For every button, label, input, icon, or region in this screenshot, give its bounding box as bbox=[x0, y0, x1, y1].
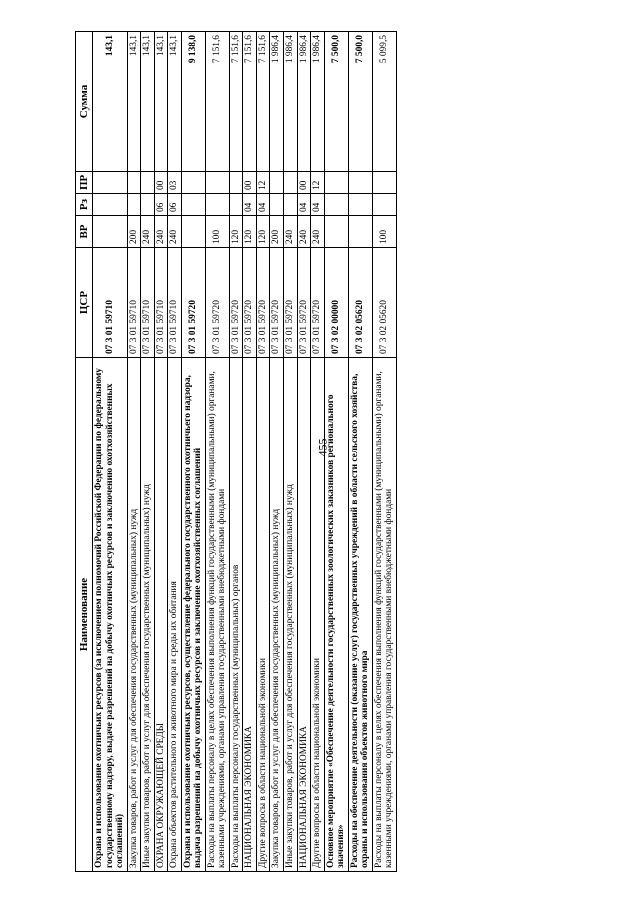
cell-csr: 07 3 01 59720 bbox=[243, 248, 257, 358]
header-csr: ЦСР bbox=[76, 248, 93, 358]
cell-sum: 5 099,5 bbox=[372, 32, 396, 172]
table-row bbox=[181, 32, 205, 872]
cell-pr: 00 bbox=[297, 172, 311, 194]
cell-pr: 12 bbox=[256, 172, 270, 194]
cell-csr: 07 3 01 59720 bbox=[256, 248, 270, 358]
cell-vr: 100 bbox=[205, 216, 229, 248]
cell-sum: 7 500,0 bbox=[348, 32, 372, 172]
cell-pr bbox=[270, 172, 284, 194]
cell-name: НАЦИОНАЛЬНАЯ ЭКОНОМИКА bbox=[243, 358, 257, 872]
cell-rz bbox=[93, 194, 128, 216]
cell-rz bbox=[348, 194, 372, 216]
table-row bbox=[270, 32, 284, 872]
cell-name: Закупка товаров, работ и услуг для обеспечения государственных (муниципальных) нужд bbox=[270, 358, 284, 872]
cell-sum: 1 986,4 bbox=[283, 32, 297, 172]
cell-name: Основное мероприятие «Обеспечение деятельности государственных зоологических заказников регионального значения» bbox=[324, 358, 348, 872]
cell-sum: 1 986,4 bbox=[311, 32, 325, 172]
cell-pr bbox=[141, 172, 155, 194]
cell-csr: 07 3 01 59710 bbox=[127, 248, 141, 358]
cell-pr: 00 bbox=[154, 172, 168, 194]
table-row bbox=[297, 32, 311, 872]
table-row bbox=[229, 32, 243, 872]
cell-csr: 07 3 01 59710 bbox=[141, 248, 155, 358]
header-vr: ВР bbox=[76, 216, 93, 248]
cell-csr: 07 3 01 59710 bbox=[168, 248, 182, 358]
cell-vr: 240 bbox=[297, 216, 311, 248]
cell-name: НАЦИОНАЛЬНАЯ ЭКОНОМИКА bbox=[297, 358, 311, 872]
rotated-table-container bbox=[75, 32, 605, 872]
cell-name: Расходы на выплаты персоналу в целях обеспечения выполнения функций государственными (муниципальными) органами, казенными учреждениями, органами управления государственными внебюджетными фондами bbox=[205, 358, 229, 872]
cell-pr bbox=[348, 172, 372, 194]
header-sum: Сумма bbox=[76, 32, 93, 172]
cell-sum: 7 151,6 bbox=[229, 32, 243, 172]
cell-sum: 143,1 bbox=[168, 32, 182, 172]
cell-sum: 143,1 bbox=[127, 32, 141, 172]
cell-name: Другие вопросы в области национальной экономики bbox=[256, 358, 270, 872]
cell-vr: 240 bbox=[283, 216, 297, 248]
cell-vr: 120 bbox=[256, 216, 270, 248]
cell-csr: 07 3 01 59710 bbox=[154, 248, 168, 358]
cell-pr bbox=[181, 172, 205, 194]
cell-name: Иные закупки товаров, работ и услуг для обеспечения государственных (муниципальных) нужд bbox=[141, 358, 155, 872]
table-row bbox=[283, 32, 297, 872]
cell-sum: 7 151,6 bbox=[243, 32, 257, 172]
cell-name: Охрана и использование охотничьих ресурсов, осуществление федерального государственного охотничьего надзора, выдача разрешений на добычу охотничьих ресурсов и заключение охотхозяйственных соглашений bbox=[181, 358, 205, 872]
header-rz: Рз bbox=[76, 194, 93, 216]
cell-sum: 7 151,6 bbox=[205, 32, 229, 172]
cell-csr: 07 3 02 05620 bbox=[348, 248, 372, 358]
cell-vr: 240 bbox=[141, 216, 155, 248]
table-row bbox=[205, 32, 229, 872]
cell-sum: 7 151,6 bbox=[256, 32, 270, 172]
cell-pr: 12 bbox=[311, 172, 325, 194]
cell-name: Охрана объектов растительного и животного мира и среды их обитания bbox=[168, 358, 182, 872]
cell-csr: 07 3 01 59720 bbox=[205, 248, 229, 358]
cell-rz: 06 bbox=[168, 194, 182, 216]
cell-rz bbox=[270, 194, 284, 216]
table-row bbox=[154, 32, 168, 872]
cell-name: Расходы на обеспечение деятельности (оказание услуг) государственных учреждений в области сельского хозяйства, охраны и использования объектов животного мира bbox=[348, 358, 372, 872]
cell-csr: 07 3 02 00000 bbox=[324, 248, 348, 358]
cell-rz bbox=[229, 194, 243, 216]
cell-rz: 04 bbox=[311, 194, 325, 216]
cell-pr bbox=[127, 172, 141, 194]
cell-csr: 07 3 01 59720 bbox=[311, 248, 325, 358]
cell-vr: 120 bbox=[229, 216, 243, 248]
cell-vr: 200 bbox=[270, 216, 284, 248]
cell-vr bbox=[348, 216, 372, 248]
cell-pr bbox=[93, 172, 128, 194]
cell-vr bbox=[181, 216, 205, 248]
cell-vr: 240 bbox=[154, 216, 168, 248]
cell-pr: 00 bbox=[243, 172, 257, 194]
cell-pr bbox=[229, 172, 243, 194]
table-row bbox=[372, 32, 396, 872]
table-body bbox=[93, 32, 397, 872]
table-row bbox=[168, 32, 182, 872]
table-row bbox=[243, 32, 257, 872]
cell-name: Другие вопросы в области национальной экономики bbox=[311, 358, 325, 872]
cell-rz bbox=[127, 194, 141, 216]
cell-csr: 07 3 01 59720 bbox=[297, 248, 311, 358]
cell-rz bbox=[181, 194, 205, 216]
cell-vr bbox=[93, 216, 128, 248]
cell-rz: 04 bbox=[256, 194, 270, 216]
cell-sum: 143,1 bbox=[154, 32, 168, 172]
header-pr: ПР bbox=[76, 172, 93, 194]
cell-rz: 04 bbox=[297, 194, 311, 216]
cell-csr: 07 3 01 59710 bbox=[93, 248, 128, 358]
cell-csr: 07 3 02 05620 bbox=[372, 248, 396, 358]
cell-vr: 240 bbox=[311, 216, 325, 248]
cell-name: Закупка товаров, работ и услуг для обеспечения государственных (муниципальных) нужд bbox=[127, 358, 141, 872]
header-name: Наименование bbox=[76, 358, 93, 872]
cell-csr: 07 3 01 59720 bbox=[270, 248, 284, 358]
cell-sum: 143,1 bbox=[141, 32, 155, 172]
cell-vr bbox=[324, 216, 348, 248]
cell-name: ОХРАНА ОКРУЖАЮЩЕЙ СРЕДЫ bbox=[154, 358, 168, 872]
table-row bbox=[127, 32, 141, 872]
cell-csr: 07 3 01 59720 bbox=[229, 248, 243, 358]
cell-sum: 7 500,0 bbox=[324, 32, 348, 172]
cell-rz bbox=[141, 194, 155, 216]
table-row bbox=[311, 32, 325, 872]
cell-rz bbox=[283, 194, 297, 216]
table-row bbox=[348, 32, 372, 872]
cell-pr: 03 bbox=[168, 172, 182, 194]
cell-vr: 100 bbox=[372, 216, 396, 248]
cell-pr bbox=[205, 172, 229, 194]
table-row bbox=[256, 32, 270, 872]
budget-table bbox=[75, 31, 397, 872]
cell-rz bbox=[205, 194, 229, 216]
cell-pr bbox=[372, 172, 396, 194]
cell-sum: 1 986,4 bbox=[270, 32, 284, 172]
cell-pr bbox=[283, 172, 297, 194]
page-number: 455 bbox=[315, 438, 330, 457]
cell-rz: 04 bbox=[243, 194, 257, 216]
table-row bbox=[324, 32, 348, 872]
cell-vr: 120 bbox=[243, 216, 257, 248]
cell-sum: 9 138,0 bbox=[181, 32, 205, 172]
cell-vr: 240 bbox=[168, 216, 182, 248]
cell-csr: 07 3 01 59720 bbox=[181, 248, 205, 358]
cell-csr: 07 3 01 59720 bbox=[283, 248, 297, 358]
cell-rz: 06 bbox=[154, 194, 168, 216]
cell-name: Расходы на выплаты персоналу государственных (муниципальных) органов bbox=[229, 358, 243, 872]
cell-name: Охрана и использование охотничьих ресурсов (за исключением полномочий Российской Федерации по федеральному государственному надзору, выдаче разрешений на добычу охотничьих ресурсов и заключению охотхозяйственных соглашений) bbox=[93, 358, 128, 872]
cell-pr bbox=[324, 172, 348, 194]
cell-name: Иные закупки товаров, работ и услуг для обеспечения государственных (муниципальных) нужд bbox=[283, 358, 297, 872]
table-row bbox=[93, 32, 128, 872]
table-row bbox=[141, 32, 155, 872]
cell-name: Расходы на выплаты персоналу в целях обеспечения выполнения функций государственными (муниципальными) органами, казенными учреждениями, органами управления государственными внебюджетными фондами bbox=[372, 358, 396, 872]
table-header-row bbox=[76, 32, 93, 872]
cell-sum: 143,1 bbox=[93, 32, 128, 172]
cell-sum: 1 986,4 bbox=[297, 32, 311, 172]
cell-vr: 200 bbox=[127, 216, 141, 248]
cell-rz bbox=[372, 194, 396, 216]
cell-rz bbox=[324, 194, 348, 216]
